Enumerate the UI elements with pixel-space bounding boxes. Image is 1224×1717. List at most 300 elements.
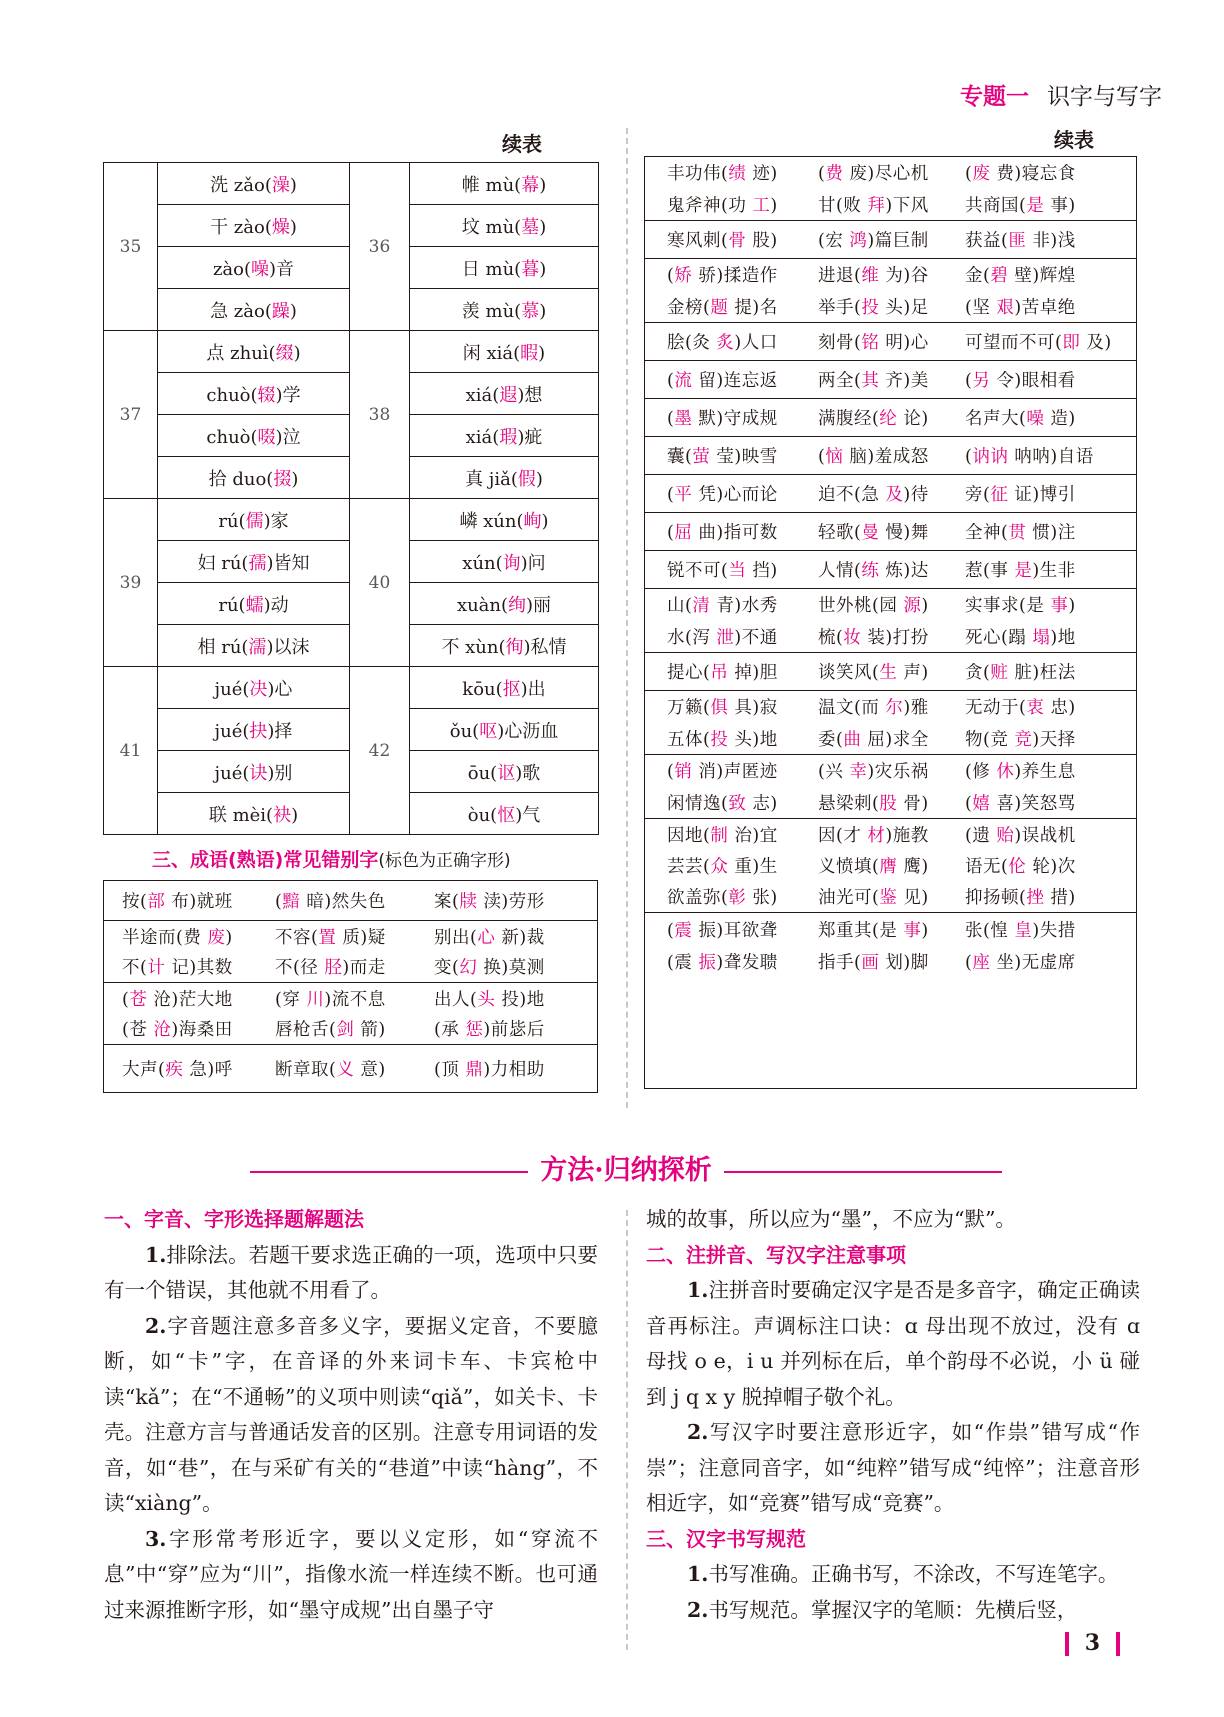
idiom-entry	[645, 949, 796, 974]
text-segment: 留)连忘返	[692, 371, 778, 391]
correct-character: 铭	[861, 333, 880, 353]
text-segment: 张)	[746, 888, 778, 908]
idiom-row	[104, 1014, 597, 1045]
idiom-entry	[947, 822, 1098, 847]
text-segment: )养生息	[1014, 762, 1076, 783]
idiom-group	[645, 323, 1136, 361]
correct-character: 啜	[257, 426, 276, 448]
text-segment: 忠)	[1044, 698, 1076, 719]
correct-character: 假	[517, 468, 536, 490]
correct-character: 工	[752, 195, 771, 216]
table-cell	[158, 583, 350, 625]
correct-character: 事	[1050, 596, 1069, 617]
idiom-entry	[645, 726, 796, 751]
text-segment: )	[539, 216, 547, 238]
table-cell	[158, 373, 350, 415]
text-segment: rú(	[218, 510, 246, 532]
idiom-entry	[426, 1056, 587, 1081]
table-cell	[410, 667, 599, 709]
idiom-entry	[796, 592, 947, 617]
correct-character: 剑	[336, 1020, 355, 1041]
table-cell	[410, 751, 599, 793]
idiom-entry	[796, 726, 947, 751]
text-segment: )家	[263, 510, 289, 532]
correct-character: 瑕	[499, 426, 518, 448]
text-segment: 莹)映雪	[710, 447, 778, 467]
idiom-row	[645, 259, 1136, 291]
idiom-entry	[947, 592, 1098, 617]
idiom-entry	[796, 405, 947, 430]
idiom-entry	[796, 262, 947, 287]
idiom-entry	[947, 624, 1098, 649]
text-segment: 温文(而	[818, 698, 886, 719]
column-divider-lower	[626, 1210, 628, 1650]
text-segment: )篇巨制	[867, 231, 929, 251]
correct-character: 鼎	[465, 1059, 484, 1080]
idiom-entry	[796, 443, 947, 468]
text-segment: )心沥血	[497, 720, 559, 742]
text-segment: 进退(	[818, 266, 862, 287]
text-segment: 脏)枉法	[1008, 663, 1076, 683]
correct-character: 义	[336, 1059, 355, 1080]
item-number: 2.	[145, 1313, 167, 1338]
method-section-title	[216, 1148, 1036, 1187]
text-segment: 闲情逸(	[667, 793, 729, 814]
page-number-bar-left	[1065, 1632, 1069, 1656]
paragraph	[646, 1273, 1140, 1415]
correct-character: 绩	[728, 164, 747, 185]
table-cell	[158, 541, 350, 583]
idiom-entry	[796, 294, 947, 319]
text-segment: 轻歌(	[818, 523, 862, 543]
text-segment: 旁(	[965, 485, 991, 505]
text-segment: (	[965, 371, 973, 391]
idiom-entry	[796, 884, 947, 909]
text-segment: (承	[434, 1020, 466, 1041]
text-segment: )海桑田	[171, 1020, 233, 1041]
text-segment: (震	[667, 952, 699, 973]
idiom-entry	[947, 790, 1098, 815]
text-segment: 齐)美	[879, 371, 929, 391]
text-segment: (	[965, 164, 973, 185]
text-segment: 治)宜	[728, 826, 778, 846]
idiom-row	[645, 881, 1136, 912]
correct-character: 蠕	[245, 594, 264, 616]
correct-character: 黯	[282, 892, 301, 912]
text-segment: 出人(	[434, 989, 478, 1010]
paragraph-continuation: 城的故事，所以应为“墨”，不应为“默”。	[646, 1207, 1016, 1231]
text-segment: 日 mù(	[461, 258, 522, 280]
idiom-entry	[426, 888, 587, 913]
text-segment: )待	[903, 485, 929, 505]
text-segment: 帷 mù(	[461, 174, 522, 196]
text-segment: 明)心	[879, 333, 929, 353]
text-segment: jué(	[214, 678, 250, 700]
text-segment: )	[921, 920, 929, 941]
correct-character: 儒	[245, 510, 264, 532]
text-segment: )前毖后	[483, 1020, 545, 1041]
text-segment: 实事求(是	[965, 596, 1051, 617]
idiom-entry	[645, 262, 796, 287]
correct-character: 嬉	[972, 793, 991, 814]
text-segment: 山(	[667, 596, 693, 617]
text-segment: 沧)茫大地	[147, 989, 233, 1010]
text-segment: )	[289, 216, 297, 238]
correct-character: 掇	[273, 468, 292, 490]
idiom-entry	[947, 694, 1098, 719]
group-number: 42	[350, 667, 410, 835]
idiom-entry	[947, 329, 1112, 354]
idiom-entry	[645, 519, 796, 544]
correct-character: 萤	[692, 447, 711, 467]
correct-character: 及	[885, 485, 904, 505]
correct-character: 怄	[497, 804, 516, 826]
text-segment: 青)水秀	[710, 596, 778, 617]
idiom-group	[104, 1045, 597, 1091]
idiom-entry	[796, 519, 947, 544]
idiom-entry	[796, 822, 947, 847]
idiom-row	[645, 656, 1136, 688]
text-segment: 义愤填(	[818, 857, 880, 877]
text-segment: 干 zào(	[210, 216, 272, 238]
text-segment: 世外桃(园	[818, 596, 904, 617]
correct-character: 维	[861, 266, 880, 287]
correct-character: 呕	[479, 720, 498, 742]
table-cell	[158, 457, 350, 499]
text-segment: 为)谷	[879, 266, 929, 287]
idiom-entry	[947, 884, 1098, 909]
method-left-column	[104, 1202, 598, 1628]
text-segment: 按(	[122, 892, 148, 912]
correct-character: 缀	[275, 342, 294, 364]
correct-character: 妆	[843, 627, 862, 648]
text-segment: 令)眼相看	[990, 371, 1076, 391]
text-segment: (遗	[965, 826, 997, 846]
idiom-row	[104, 983, 597, 1014]
page-number	[1049, 1630, 1136, 1656]
text-segment: )心	[267, 678, 293, 700]
idiom-row	[104, 885, 597, 917]
text-segment: 凭)心而论	[692, 485, 778, 505]
idiom-entry	[645, 624, 796, 649]
text-segment: 万籁(	[667, 698, 711, 719]
idiom-group	[645, 437, 1136, 475]
text-segment: 箭)	[354, 1020, 386, 1041]
text-segment: ōu(	[467, 762, 498, 784]
text-segment: 骨)	[897, 793, 929, 814]
paragraph	[104, 1238, 598, 1309]
idiom-entry	[947, 405, 1098, 430]
paragraph-text: 字音题注意多音多义字，要据义定音，不要臆断，如“卡”字，在音译的外来词卡车、卡宾枪中读“kǎ”；在“不通畅”的义项中则读“qiǎ”，如关卡、卡壳。注意方言与普通话发音的区别。注意专用词语的发音，如“巷”，在与采矿有关的“巷道”中读“hàng”，不读“xiàng”。	[104, 1313, 598, 1515]
idiom-entry	[796, 758, 947, 783]
table-cell	[410, 625, 599, 667]
text-segment: 提心(	[667, 663, 711, 683]
correct-character: 振	[698, 952, 717, 973]
group-number: 36	[350, 163, 410, 331]
idiom-entry	[796, 694, 947, 719]
correct-character: 辍	[257, 384, 276, 406]
text-segment: 废)尽心机	[843, 164, 929, 185]
paragraph-text: 字形常考形近字，要以义定形，如“穿流不息”中“穿”应为“川”，指像水流一样连续不断。也可通过来源推断字形，如“墨守成规”出自墨子守	[104, 1526, 598, 1622]
correct-character: 疾	[165, 1059, 184, 1080]
idiom-entry	[645, 329, 796, 354]
text-segment: rú(	[218, 594, 246, 616]
text-segment: 五体(	[667, 729, 711, 750]
table-cell	[410, 205, 599, 247]
text-segment: 指手(	[818, 952, 862, 973]
correct-character: 袂	[273, 804, 292, 826]
correct-character: 衷	[1026, 698, 1045, 719]
text-segment: kōu(	[462, 678, 503, 700]
correct-character: 致	[728, 793, 747, 814]
text-segment: )学	[275, 384, 301, 406]
text-segment: (	[667, 485, 675, 505]
text-segment: )	[1068, 596, 1076, 617]
idiom-row	[645, 819, 1136, 850]
text-segment: 妇 rú(	[197, 552, 249, 574]
correct-character: 废	[207, 927, 226, 948]
idiom-row	[645, 945, 1136, 977]
idiom-entry	[796, 659, 947, 684]
text-segment: 委(	[818, 729, 844, 750]
idiom-group	[645, 589, 1136, 653]
text-segment: )	[293, 342, 301, 364]
text-segment: (	[965, 447, 973, 467]
correct-character: 头	[477, 989, 496, 1010]
idiom-entry	[104, 888, 265, 913]
text-segment: )歌	[515, 762, 541, 784]
idiom-row	[645, 589, 1136, 621]
correct-character: 题	[710, 297, 729, 318]
idiom-group	[645, 513, 1136, 551]
correct-character: 其	[861, 371, 880, 391]
idiom-row	[645, 913, 1136, 945]
idiom-entry	[947, 294, 1098, 319]
text-segment: (兴	[818, 762, 850, 783]
idiom-entry	[947, 917, 1098, 942]
correct-character: 费	[825, 164, 844, 185]
idiom-row	[645, 850, 1136, 881]
text-segment: 洗 zǎo(	[210, 174, 272, 196]
text-segment: 事)	[1044, 195, 1076, 216]
text-segment: 闲 xiá(	[462, 342, 521, 364]
text-segment: )不通	[734, 627, 778, 648]
correct-character: 流	[674, 371, 693, 391]
table-cell	[410, 331, 599, 373]
text-segment: xiá(	[465, 426, 500, 448]
idiom-entry	[104, 1056, 265, 1081]
correct-character: 艰	[996, 297, 1015, 318]
correct-character: 纶	[879, 409, 898, 429]
idiom-section-heading: 三、成语(熟语)常见错别字	[152, 849, 379, 871]
text-segment: )问	[520, 552, 546, 574]
text-segment: (宏	[818, 231, 850, 251]
text-segment: )而走	[342, 958, 386, 979]
correct-character: 膺	[879, 857, 898, 877]
text-segment: 暗)然失色	[300, 892, 386, 912]
idiom-entry	[947, 367, 1098, 392]
text-segment: 点 zhuì(	[206, 342, 276, 364]
text-segment: )	[539, 174, 547, 196]
idiom-entry	[947, 659, 1098, 684]
text-segment: 挡)	[746, 561, 778, 581]
text-segment: 股)	[746, 231, 778, 251]
correct-character: 休	[996, 762, 1015, 783]
text-segment: 大声(	[122, 1059, 166, 1080]
idiom-group	[645, 399, 1136, 437]
idiom-section-note: (标色为正确字形)	[378, 851, 511, 871]
item-number: 2.	[687, 1420, 709, 1444]
correct-character: 匪	[1008, 231, 1027, 251]
idiom-row	[645, 691, 1136, 723]
correct-character: 抉	[249, 720, 268, 742]
text-segment: (坚	[965, 297, 997, 318]
idiom-entry	[426, 924, 587, 949]
correct-character: 幕	[521, 174, 540, 196]
correct-character: 暇	[520, 342, 539, 364]
text-segment: 唇枪舌(	[275, 1020, 337, 1041]
text-segment: )别	[267, 762, 293, 784]
correct-character: 遐	[499, 384, 518, 406]
idiom-entry	[104, 924, 265, 949]
idiom-row	[645, 402, 1136, 434]
idiom-entry	[796, 160, 947, 185]
text-segment: 划)脚	[879, 952, 929, 973]
text-segment: 炼)达	[879, 561, 929, 581]
text-segment: (	[667, 920, 675, 941]
idiom-entry	[104, 986, 265, 1011]
text-segment: 造)	[1044, 409, 1076, 429]
correct-character: 销	[674, 762, 693, 783]
idiom-entry	[426, 954, 587, 979]
idiom-entry	[645, 192, 796, 217]
text-segment: òu(	[467, 804, 498, 826]
idiom-entry	[947, 557, 1098, 582]
correct-character: 废	[972, 164, 991, 185]
idiom-row	[645, 224, 1136, 256]
text-segment: (	[667, 762, 675, 783]
idiom-entry	[645, 758, 796, 783]
text-segment: 因(才	[818, 826, 868, 846]
correct-character: 噪	[251, 258, 270, 280]
text-segment: )出	[520, 678, 546, 700]
group-number: 37	[104, 331, 158, 499]
idiom-row	[645, 189, 1136, 221]
idiom-entry	[796, 481, 947, 506]
text-segment: 措)	[1044, 888, 1076, 908]
text-segment: 囊(	[667, 447, 693, 467]
idiom-entry	[645, 405, 796, 430]
text-segment: (顶	[434, 1059, 466, 1080]
idiom-group	[104, 983, 597, 1045]
correct-character: 震	[674, 920, 693, 941]
text-segment: 屈)求全	[861, 729, 929, 750]
table-cell	[410, 373, 599, 415]
text-segment: 及)	[1080, 333, 1112, 353]
text-segment: 张(惶	[965, 920, 1015, 941]
text-segment: 共商国(	[965, 195, 1027, 216]
text-segment: chuò(	[206, 426, 258, 448]
correct-character: 投	[861, 297, 880, 318]
idiom-entry	[645, 367, 796, 392]
correct-character: 川	[306, 989, 325, 1010]
text-segment: 头)足	[879, 297, 929, 318]
idiom-entry	[796, 329, 947, 354]
text-segment: )	[535, 468, 543, 490]
idiom-entry	[104, 954, 265, 979]
correct-character: 塌	[1032, 627, 1051, 648]
text-segment: 死心(蹋	[965, 627, 1033, 648]
idiom-row	[645, 478, 1136, 510]
idiom-entry	[947, 160, 1098, 185]
correct-character: 墨	[674, 409, 693, 429]
text-segment: 渎)劳形	[477, 892, 545, 912]
idiom-group	[645, 259, 1136, 323]
idiom-entry	[645, 790, 796, 815]
text-segment: )	[291, 804, 299, 826]
text-segment: 掉)胆	[728, 663, 778, 683]
correct-character: 尔	[885, 698, 904, 719]
item-number: 1.	[145, 1242, 167, 1267]
paragraph-text: 书写准确。正确书写，不涂改，不写连笔字。	[708, 1562, 1119, 1586]
text-segment: )	[770, 195, 778, 216]
text-segment: )力相助	[483, 1059, 545, 1080]
table-cell	[410, 583, 599, 625]
text-segment: 郑重其(是	[818, 920, 904, 941]
idiom-entry	[265, 986, 426, 1011]
text-segment: 金(	[965, 266, 991, 287]
idiom-entry	[645, 592, 796, 617]
text-segment: 变(	[434, 958, 460, 979]
correct-character: 曲	[843, 729, 862, 750]
text-segment: )地	[1050, 627, 1076, 648]
correct-character: 众	[710, 857, 729, 877]
table-cell	[158, 709, 350, 751]
text-segment: 贪(	[965, 663, 991, 683]
correct-character: 当	[728, 561, 747, 581]
text-segment: (	[667, 409, 675, 429]
item-number: 2.	[687, 1597, 709, 1622]
idiom-row	[645, 440, 1136, 472]
text-segment: 费)寝忘食	[990, 164, 1076, 185]
idiom-entry	[645, 694, 796, 719]
idiom-row	[645, 621, 1136, 653]
paragraph	[646, 1557, 1140, 1593]
correct-character: 墓	[521, 216, 540, 238]
title-rule-left	[250, 1171, 528, 1173]
text-segment: (	[965, 952, 973, 973]
text-segment: (	[818, 447, 826, 467]
idiom-entry	[265, 1016, 426, 1041]
text-segment: 举手(	[818, 297, 862, 318]
text-segment: )	[538, 342, 546, 364]
text-segment: 布)就班	[165, 892, 233, 912]
text-segment: )	[289, 300, 297, 322]
idiom-entry	[645, 294, 796, 319]
text-segment: 别出(	[434, 927, 478, 948]
correct-character: 屈	[674, 523, 693, 543]
text-segment: )疵	[517, 426, 543, 448]
idiom-entry	[947, 262, 1098, 287]
table-cell	[158, 751, 350, 793]
text-segment: )	[541, 510, 549, 532]
text-segment: )施教	[885, 826, 929, 846]
text-segment: )动	[263, 594, 289, 616]
text-segment: 全神(	[965, 523, 1009, 543]
text-segment: 刻骨(	[818, 333, 862, 353]
correct-character: 征	[990, 485, 1009, 505]
text-segment: 呐呐)自语	[1008, 447, 1094, 467]
